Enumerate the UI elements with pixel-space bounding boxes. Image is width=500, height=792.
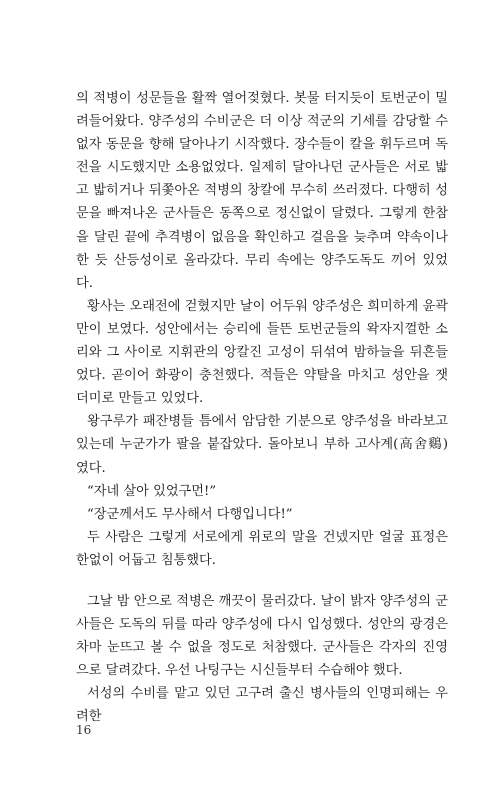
paragraph: 두 사람은 그렇게 서로에게 위로의 말을 건넸지만 얼굴 표정은 한없이 어둡고 침통했다. — [76, 529, 448, 568]
dialogue-line: “자네 살아 있었구먼!” — [87, 483, 217, 499]
body-text-section-1 — [76, 87, 448, 572]
paragraph: 서성의 수비를 맡고 있던 고구려 출신 병사들의 인명피해는 우려한 — [76, 686, 448, 725]
paragraph: 그날 밤 안으로 적병은 깨끗이 물러갔다. 날이 밝자 양주성의 군사들은 도독의 뒤를 따라 양주성에 다시 입성했다. 성안의 광경은 차마 눈뜨고 볼 수 없을 정도로 처참했다. 군사들은 각자의 진영으로 달려갔다. 우선 나팅구는 시신들부터 수습해야 했다. — [76, 594, 448, 679]
paragraph: 왕구루가 패잔병들 틈에서 암담한 기분으로 양주성을 바라보고 있는데 누군가가 팔을 붙잡았다. 돌아보니 부하 고사계(高舍鷄)였다. — [76, 414, 448, 476]
paragraph: 의 적병이 성문들을 활짝 열어젖혔다. 봇물 터지듯이 토번군이 밀려들어왔다. 양주성의 수비군은 더 이상 적군의 기세를 감당할 수 없자 동문을 향해 달아나기 시작했다. 장수들이 칼을 휘두르며 독전을 시도했지만 소용없었다. 일제히 달아나던 군사들은 서로 밟고 밟히거나 뒤쫓아온 적병의 창칼에 무수히 쓰러졌다. 다행히 성문을 빠져나온 군사들은 동쪽으로 정신없이 달렸다. 그렇게 한참을 달린 끝에 추격병이 없음을 확인하고 걸음을 늦추며 약속이나 한 듯 산등성이로 올라갔다. 무리 속에는 양주도독도 끼어 있었다. — [76, 91, 448, 291]
paragraph: 황사는 오래전에 걷혔지만 날이 어두워 양주성은 희미하게 윤곽만이 보였다. 성안에서는 승리에 들뜬 토번군들의 왁자지껄한 소리와 그 사이로 지휘관의 앙칼진 고성이 뒤섞여 밤하늘을 뒤흔들었다. 곧이어 화광이 충천했다. 적들은 약탈을 마치고 성안을 잿더미로 만들고 있었다. — [76, 298, 448, 407]
body-text-section-2 — [76, 590, 448, 729]
page-number: 16 — [76, 723, 92, 737]
dialogue-line: “장군께서도 무사해서 다행입니다!” — [87, 506, 293, 522]
